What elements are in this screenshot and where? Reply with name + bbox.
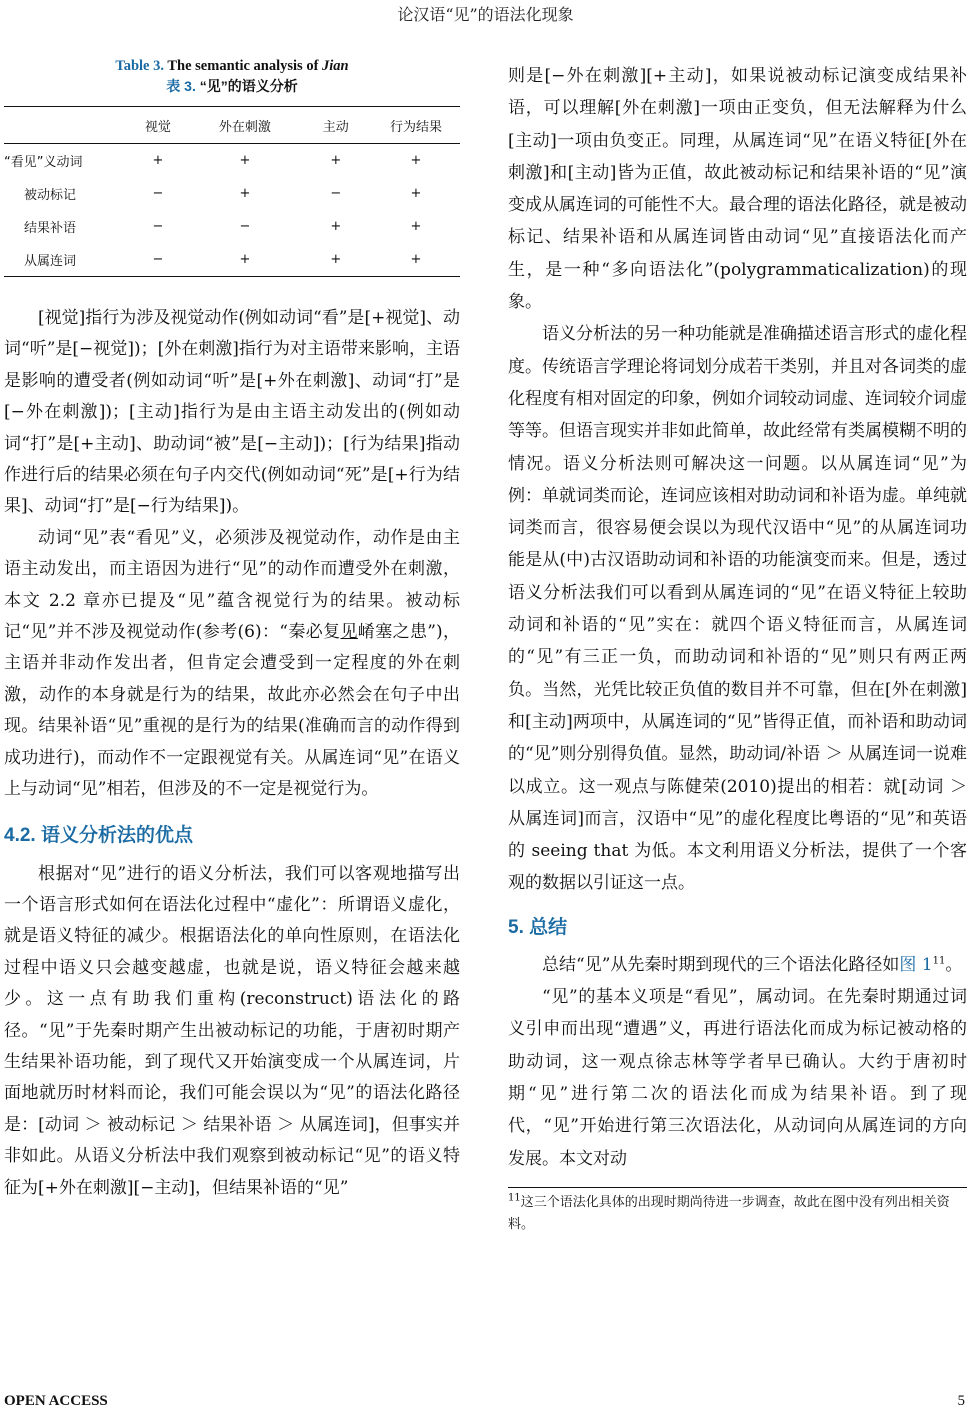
table-cell: +: [239, 252, 251, 267]
paragraph-summary: [508, 949, 967, 981]
table-cell: +: [152, 153, 164, 168]
running-header: 论汉语“见”的语法化现象: [397, 5, 574, 24]
section-heading-4-2: 4.2. 语义分析法的优点: [4, 824, 193, 846]
table-cell: +: [330, 153, 342, 168]
footnote-divider: [508, 1187, 967, 1188]
table-cell: +: [410, 186, 422, 201]
table-row-label: 结果补语: [24, 221, 77, 236]
table-header-cell: 视觉: [144, 119, 171, 135]
table-cell: −: [239, 219, 251, 234]
table-cell: +: [410, 153, 422, 168]
table-header-cell: [4, 107, 126, 144]
table-label-en: Table 3.: [115, 58, 164, 74]
table-header-cell: 行为结果: [389, 119, 442, 135]
table-label-zh: 表 3.: [166, 78, 196, 94]
paragraph-feature-definitions: [视觉]指行为涉及视觉动作(例如动词“看”是[+视觉]、动词“听”是[−视觉])；[外在刺激]指行为对主语带来影响，主语是影响的遭受者(例如动词“听”是[+外在刺激]、动词“打”是[−外在刺激])；[主动]指行为是由主语主动发出的(例如动词“打”是[+主动]、助动词“被”是[−主动])；[行为结果]指动作进行后的结果必须在句子内交代(例如动词“死”是[+行为结果]、动词“打”是[−行为结果])。: [4, 308, 460, 517]
footnote-number: 11: [508, 1192, 521, 1204]
table-cell: −: [152, 219, 164, 234]
table-title-en: The semantic analysis of: [167, 58, 319, 74]
paragraph-advantages: 根据对“见”进行的语义分析法，我们可以客观地描写出一个语言形式如何在语法化过程中“虚化”：所谓语义虚化，就是语义特征的减少。根据语法化的单向性原则，在语法化过程中语义只会越变越虚，也就是说，语义特征会越来越少。这一点有助我们重构(reconstruct)语法化的路径。“见”于先秦时期产生出被动标记的功能，于唐初时期产生结果补语功能，到了现代又开始演变成一个从属连词，片面地就历时材料而论，我们可能会误以为“见”的语法化路径是：[动词 ＞ 被动标记 ＞ 结果补语 ＞ 从属连词]，但事实并非如此。从语义分析法中我们观察到被动标记“见”的语义特征为[+外在刺激][−主动]，但结果补语的“见”: [4, 863, 460, 1198]
paragraph-jian-features: [4, 523, 460, 806]
table-cell: +: [239, 186, 251, 201]
table-row-label: “看见”义动词: [4, 155, 83, 170]
table-row: [4, 177, 460, 210]
table-cell: +: [410, 252, 422, 267]
section-heading-5: 5. 总结: [508, 916, 568, 938]
footer-open-access: OPEN ACCESS: [4, 1393, 108, 1409]
table-header-row: [4, 107, 460, 144]
paragraph-text: 总结“见”从先秦时期到现代的三个语法化路径如: [542, 954, 900, 975]
table-cell: −: [152, 252, 164, 267]
footnote: [508, 1192, 967, 1236]
paragraph-text: 崤塞之患”)，主语并非动作发出者，但肯定会遭受到一定程度的外在刺激，动作的本身就是行为的结果，故此亦必然会在句子中出现。结果补语“见”重视的是行为的结果(准确而言的动作得到成功进行)，而动作不一定跟视觉有关。从属连词“见”在语义上与动词“见”相若，但涉及的不一定是视觉行为。: [4, 622, 460, 800]
semantic-analysis-table: [4, 106, 460, 277]
table-row: [4, 243, 460, 277]
table-title-en-italic: Jian: [322, 58, 349, 74]
left-column: [4, 56, 460, 1204]
table-caption-zh: [4, 76, 460, 96]
table-cell: +: [330, 252, 342, 267]
footnote-ref[interactable]: 11: [932, 955, 946, 967]
paragraph-degree-of-grammaticalization: 语义分析法的另一种功能就是准确描述语言形式的虚化程度。传统语言学理论将词划分成若干类别，并且对各词类的虚化程度有相对固定的印象，例如介词较动词虚、连词较介词虚等等。但语言现实并非如此简单，故此经常有类属模糊不明的情况。语义分析法则可解决这一问题。以从属连词“见”为例：单就词类而论，连词应该相对助动词和补语为虚。单纯就词类而言，很容易便会误以为现代汉语中“见”的从属连词功能是从(中)古汉语助动词和补语的功能演变而来。但是，透过语义分析法我们可以看到从属连词的“见”在语义特征上较助动词和补语的“见”实在：就四个语义特征而言，从属连词的“见”有三正一负，而助动词和补语的“见”则只有两正两负。当然，光凭比较正负值的数目并不可靠，但在[外在刺激]和[主动]两项中，从属连词的“见”皆得正值，而补语和助动词的“见”则分别得负值。显然，助动词/补语 ＞ 从属连词一说难以成立。这一观点与陈健荣(2010)提出的相若：就[动词 ＞ 从属连词]而言，汉语中“见”的虚化程度比粤语的“见”和英语的 seeing that 为低。本文利用语义分析法，提供了一个客观的数据以引证这一点。: [508, 324, 967, 894]
table-row: [4, 144, 460, 178]
table-cell: −: [152, 186, 164, 201]
table-cell: −: [330, 186, 342, 201]
underlined-example-char: 见: [340, 622, 358, 643]
table-cell: +: [239, 153, 251, 168]
table-row-label: 被动标记: [24, 188, 77, 203]
table-cell: +: [410, 219, 422, 234]
table-cell: +: [330, 219, 342, 234]
table-caption-en: [4, 56, 460, 76]
right-column: [508, 60, 967, 1236]
table-title-zh: “见”的语义分析: [199, 78, 298, 94]
table-header-cell: 主动: [322, 119, 349, 135]
footnote-text: 这三个语法化具体的出现时期尚待进一步调查，故此在图中没有列出相关资料。: [508, 1194, 950, 1232]
figure-1-link[interactable]: 图 1: [899, 954, 933, 975]
paragraph-text: 动词“见”表“看见”义，必须涉及视觉动作，动作是由主语主动发出，而主语因为进行“见”的动作而遭受外在刺激，本文 2.2 章亦已提及“见”蕴含视觉行为的结果。被动标记“见”并不涉及视觉动作(参考(6)：“秦必复: [4, 527, 460, 643]
footer-page-number: 5: [957, 1393, 965, 1409]
table-caption: [4, 56, 460, 96]
table-row-label: 从属连词: [24, 254, 77, 269]
paragraph-continued: 则是[−外在刺激][+主动]，如果说被动标记演变成结果补语，可以理解[外在刺激]一项由正变负，但无法解释为什么[主动]一项由负变正。同理，从属连词“见”在语义特征[外在刺激]和[主动]皆为正值，故此被动标记和结果补语的“见”演变成从属连词的可能性不大。最合理的语法化路径，就是被动标记、结果补语和从属连词皆由动词“见”直接语法化而产生，是一种“多向语法化”(polygrammaticalization)的现象。: [508, 66, 967, 313]
table-header-cell: 外在刺激: [218, 119, 271, 135]
table-row: [4, 210, 460, 243]
paragraph-text: 。: [945, 954, 963, 975]
paragraph-basic-meaning: “见”的基本义项是“看见”，属动词。在先秦时期通过词义引申而出现“遭遇”义，再进行语法化而成为标记被动格的助动词，这一观点徐志林等学者早已确认。大约于唐初时期“见”进行第二次的语法化而成为结果补语。到了现代，“见”开始进行第三次语法化，从动词向从属连词的方向发展。本文对动: [508, 987, 967, 1169]
